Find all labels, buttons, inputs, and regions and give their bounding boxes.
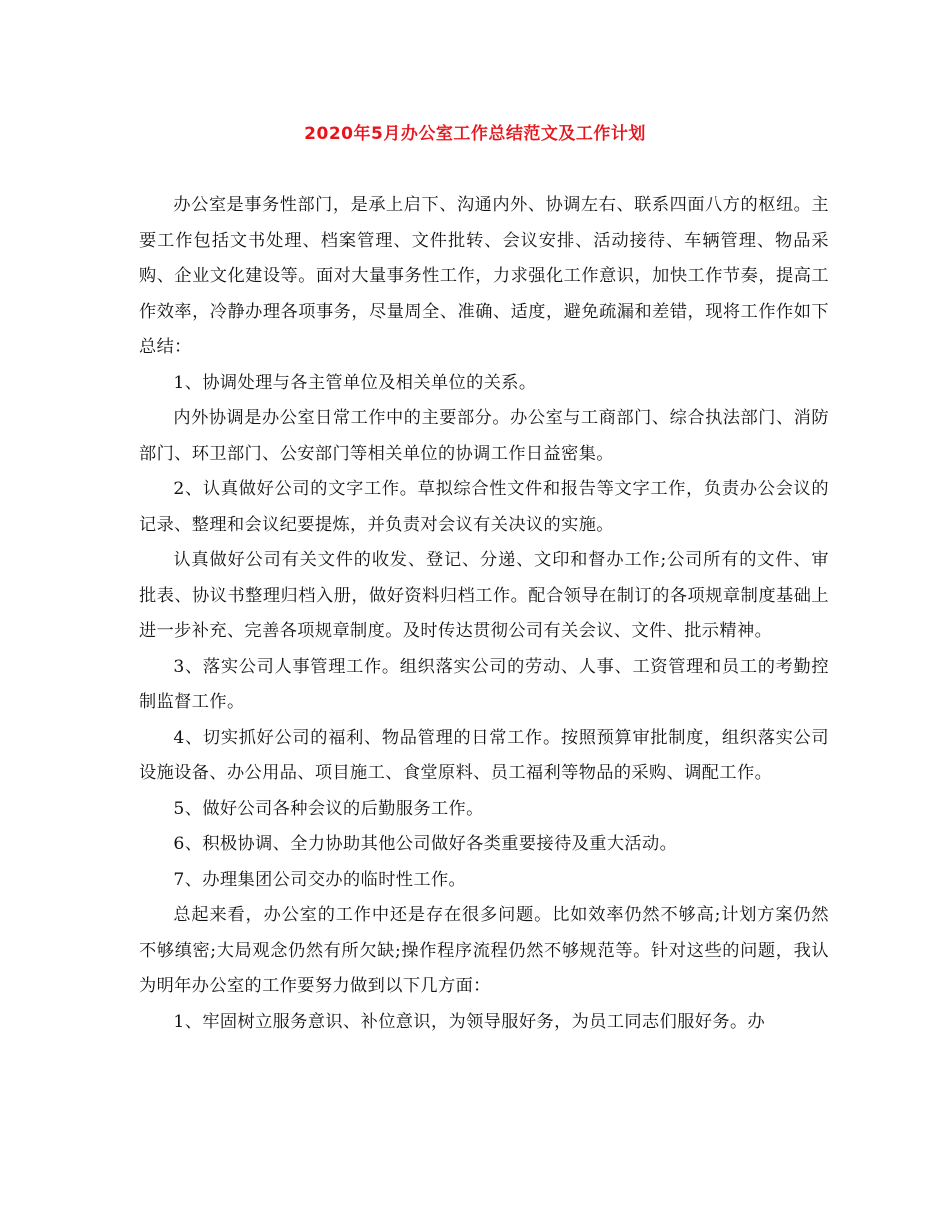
paragraph: 2、认真做好公司的文字工作。草拟综合性文件和报告等文字工作，负责办公会议的记录、整理和会议纪要提炼，并负责对会议有关决议的实施。 [139, 479, 829, 535]
document-title: 2020年5月办公室工作总结范文及工作计划 [304, 124, 646, 144]
paragraph: 5、做好公司各种会议的后勤服务工作。 [173, 798, 484, 819]
paragraph: 7、办理集团公司交办的临时性工作。 [173, 869, 467, 890]
document-body [139, 188, 829, 1040]
paragraph: 办公室是事务性部门，是承上启下、沟通内外、协调左右、联系四面八方的枢纽。主要工作包括文书处理、档案管理、文件批转、会议安排、活动接待、车辆管理、物品采购、企业文化建设等。面对大量事务性工作，力求强化工作意识，加快工作节奏，提高工作效率，冷静办理各项事务，尽量周全、准确、适度，避免疏漏和差错，现将工作作如下总结： [139, 195, 829, 357]
paragraph: 3、落实公司人事管理工作。组织落实公司的劳动、人事、工资管理和员工的考勤控制监督工作。 [139, 656, 829, 712]
paragraph: 内外协调是办公室日常工作中的主要部分。办公室与工商部门、综合执法部门、消防部门、环卫部门、公安部门等相关单位的协调工作日益密集。 [139, 408, 829, 464]
paragraph: 6、积极协调、全力协助其他公司做好各类重要接待及重大活动。 [173, 834, 678, 854]
paragraph: 4、切实抓好公司的福利、物品管理的日常工作。按照预算审批制度，组织落实公司设施设备、办公用品、项目施工、食堂原料、员工福利等物品的采购、调配工作。 [139, 727, 829, 783]
paragraph: 总起来看，办公室的工作中还是存在很多问题。比如效率仍然不够高;计划方案仍然不够缜密;大局观念仍然有所欠缺;操作程序流程仍然不够规范等。针对这些的问题，我认为明年办公室的工作要努力做到以下几方面： [139, 905, 830, 996]
paragraph: 认真做好公司有关文件的收发、登记、分递、文印和督办工作;公司所有的文件、审批表、协议书整理归档入册，做好资料归档工作。配合领导在制订的各项规章制度基础上进一步补充、完善各项规章制度。及时传达贯彻公司有关会议、文件、批示精神。 [139, 550, 829, 641]
paragraph: 1、协调处理与各主管单位及相关单位的关系。 [173, 372, 537, 393]
paragraph: 1、牢固树立服务意识、补位意识，为领导服好务，为员工同志们服好务。办 [173, 1011, 766, 1032]
